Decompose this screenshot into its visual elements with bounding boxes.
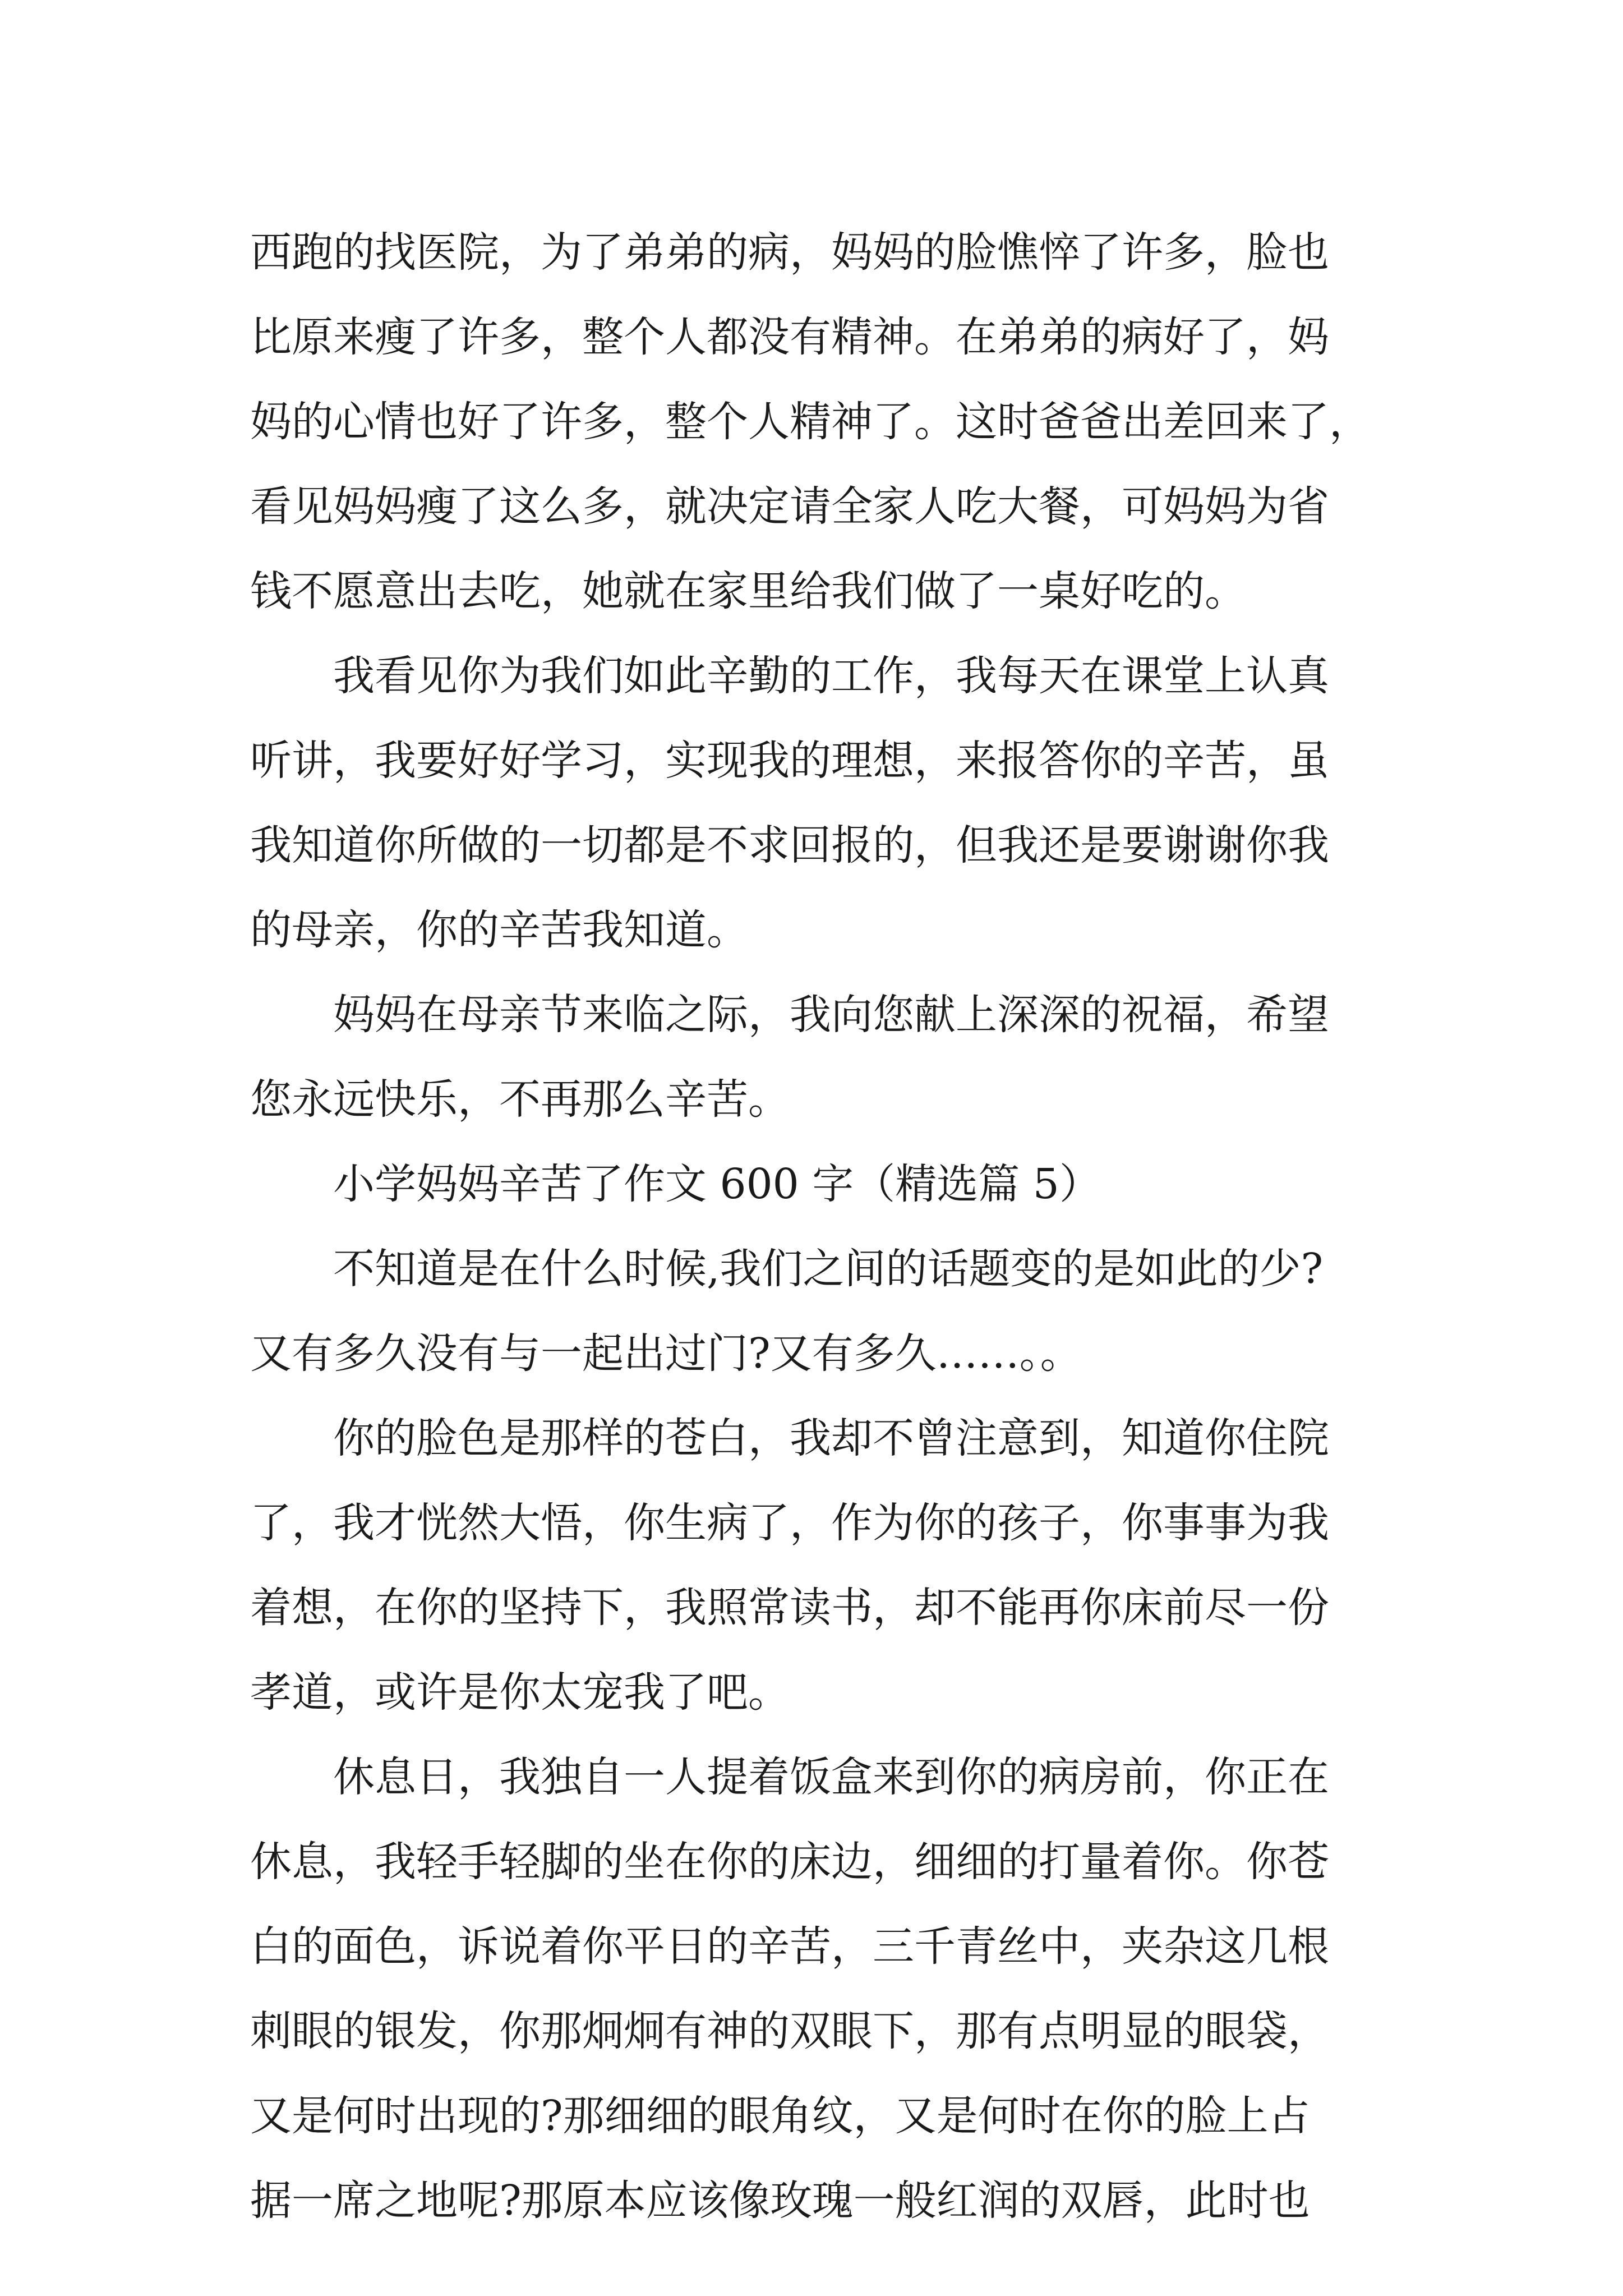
body-text <box>250 210 1389 2243</box>
text-line: 西跑的找医院，为了弟弟的病，妈妈的脸憔悴了许多，脸也 <box>250 228 1329 277</box>
paragraph-start-line: 你的脸色是那样的苍白，我却不曾注意到，知道你住院 <box>333 1414 1329 1462</box>
paragraph-start-line: 休息日，我独自一人提着饭盒来到你的病房前，你正在 <box>333 1753 1329 1801</box>
text-line: 我知道你所做的一切都是不求回报的，但我还是要谢谢你我 <box>250 821 1329 869</box>
paragraph-start-line: 妈妈在母亲节来临之际，我向您献上深深的祝福，希望 <box>333 991 1329 1039</box>
text-line: 看见妈妈瘦了这么多，就决定请全家人吃大餐，可妈妈为省 <box>250 482 1329 531</box>
text-line: 您永远快乐，不再那么辛苦。 <box>250 1075 790 1124</box>
text-line: 比原来瘦了许多，整个人都没有精神。在弟弟的病好了，妈 <box>250 313 1329 361</box>
text-line: 了，我才恍然大悟，你生病了，作为你的孩子，你事事为我 <box>250 1499 1329 1547</box>
text-line: 着想，在你的坚持下，我照常读书，却不能再你床前尽一份 <box>250 1584 1329 1632</box>
text-line: 钱不愿意出去吃，她就在家里给我们做了一桌好吃的。 <box>250 567 1246 615</box>
text-line: 又是何时出现的?那细细的眼角纹，又是何时在你的脸上占 <box>250 2092 1310 2140</box>
text-line: 刺眼的银发，你那炯炯有神的双眼下，那有点明显的眼袋， <box>250 2007 1329 2055</box>
paragraph-start-line: 我看见你为我们如此辛勤的工作，我每天在课堂上认真 <box>333 652 1329 700</box>
text-line: 妈的心情也好了许多，整个人精神了。这时爸爸出差回来了， <box>250 398 1371 446</box>
text-line: 的母亲，你的辛苦我知道。 <box>250 906 748 954</box>
text-line: 又有多久没有与一起出过门?又有多久……。。 <box>250 1329 1082 1378</box>
text-line: 白的面色，诉说着你平日的辛苦，三千青丝中，夹杂这几根 <box>250 1922 1329 1971</box>
section-heading: 小学妈妈辛苦了作文 600 字（精选篇 5） <box>333 1160 1101 1208</box>
text-line: 听讲，我要好好学习，实现我的理想，来报答你的辛苦，虽 <box>250 737 1329 785</box>
text-line: 据一席之地呢?那原本应该像玫瑰一般红润的双唇，此时也 <box>250 2177 1310 2225</box>
text-line: 孝道，或许是你太宠我了吧。 <box>250 1668 790 1717</box>
paragraph-start-line: 不知道是在什么时候,我们之间的话题变的是如此的少? <box>333 1245 1324 1293</box>
text-line: 休息，我轻手轻脚的坐在你的床边，细细的打量着你。你苍 <box>250 1838 1329 1886</box>
